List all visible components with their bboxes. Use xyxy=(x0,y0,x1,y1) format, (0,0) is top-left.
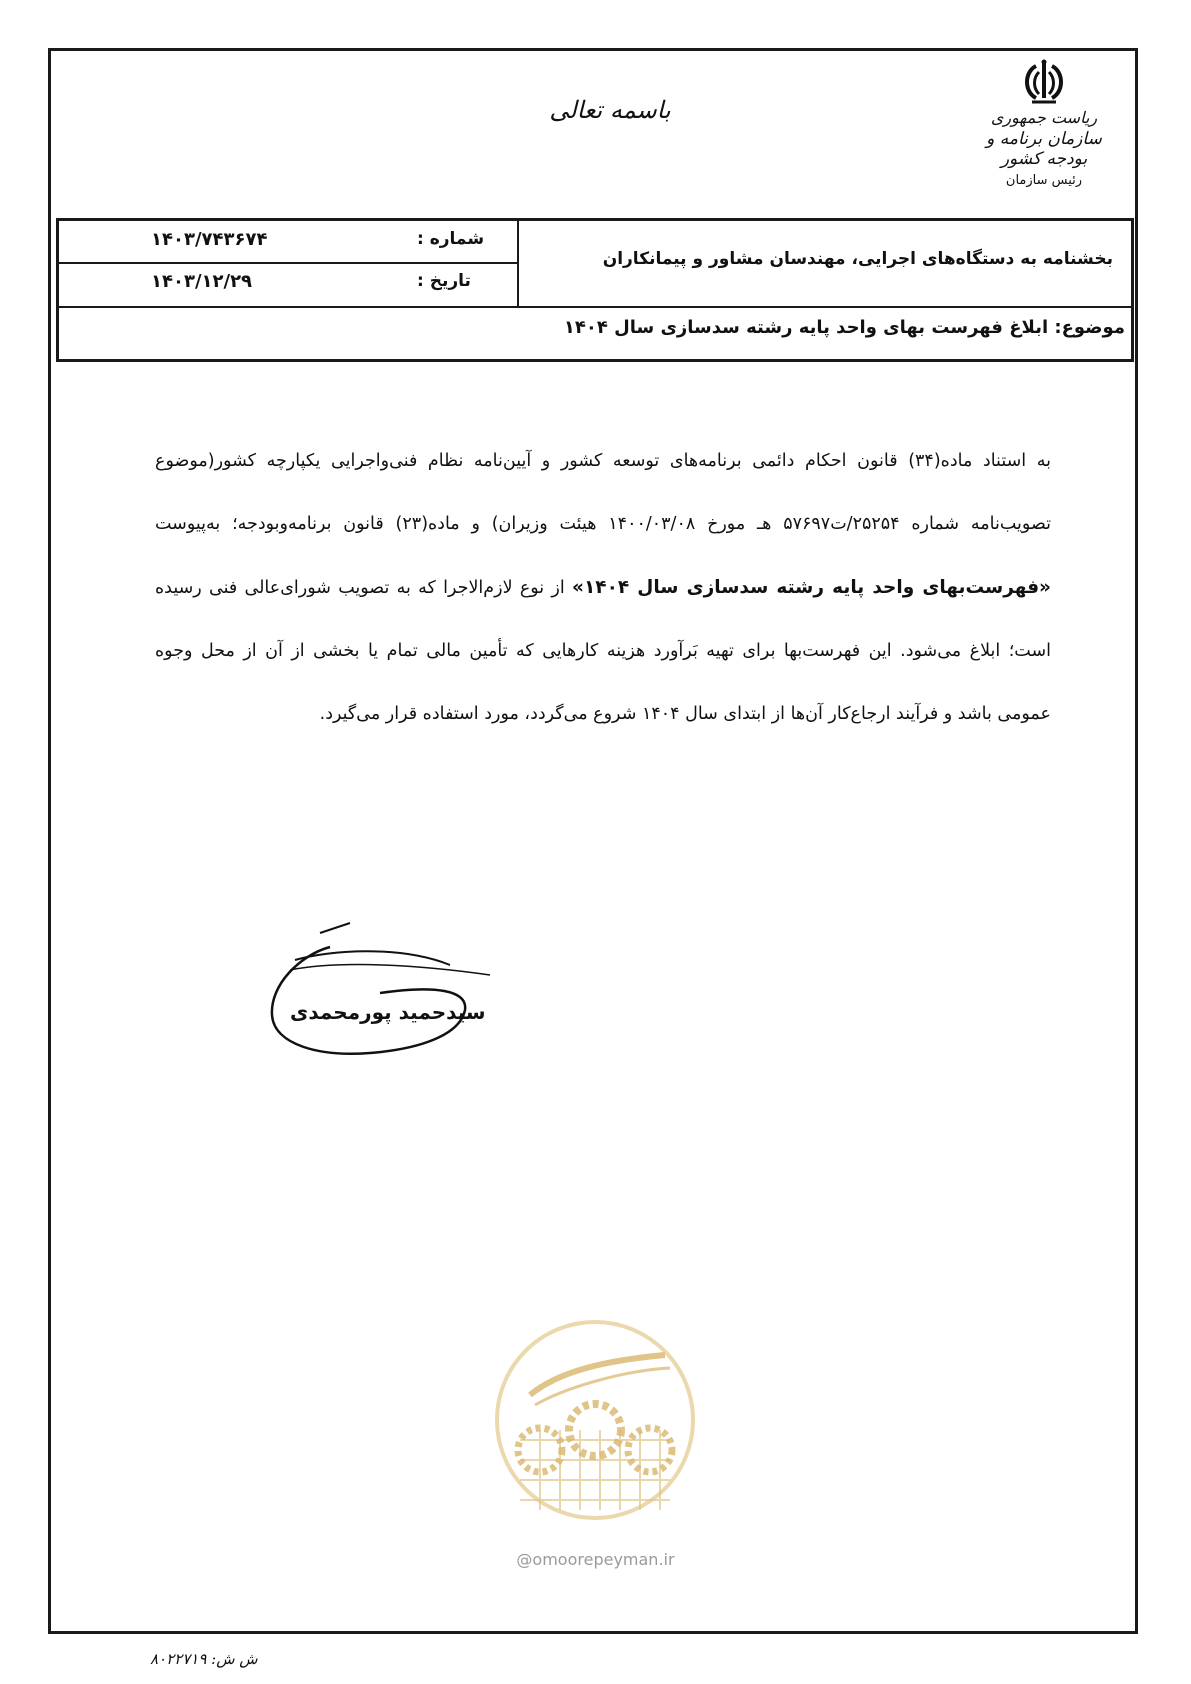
watermark-url: @omoorepeyman.ir xyxy=(516,1550,675,1569)
letter-info-table xyxy=(56,218,1134,362)
organization-header xyxy=(969,58,1119,188)
body-text-part1: به استناد ماده(۳۴) قانون احکام دائمی برنامه‌های توسعه کشور و آیین‌نامه نظام فنی‌واجرایی یکپارچه کشور(موضوع تصویب‌نامه شماره ۲۵۲۵۴/ت۵۷۶۹۷ هـ مورخ ۱۴۰۰/۰۳/۰۸ هیئت وزیران) و ماده(۲۳) قانون برنامه‌وبودجه؛ به‌پیوست xyxy=(155,451,1051,534)
body-bold-title: «فهرست‌بهای واحد پایه رشته سدسازی سال ۱۴۰۴» xyxy=(572,577,1052,598)
watermark-logo-icon xyxy=(490,1300,700,1580)
body-paragraph xyxy=(155,430,1051,746)
org-role: رئیس سازمان xyxy=(1005,173,1083,188)
table-divider xyxy=(517,221,519,306)
table-divider xyxy=(59,262,517,264)
number-value: ۱۴۰۳/۷۴۳۶۷۴ xyxy=(151,229,268,250)
recipients: بخشنامه به دستگاه‌های اجرایی، مهندسان مشاور و پیمانکاران xyxy=(602,249,1113,269)
invocation: باسمه تعالی xyxy=(549,96,671,124)
org-presidency: ریاست جمهوری xyxy=(990,108,1098,127)
footer-code: ش ش: ۸۰۲۲۷۱۹ xyxy=(150,1650,258,1668)
letter-body xyxy=(155,430,1051,746)
date-label: تاریخ : xyxy=(417,271,471,291)
iran-emblem-icon xyxy=(1018,58,1070,106)
signature-scribble-icon xyxy=(260,915,510,1065)
body-text-part2: از نوع لازم‌الاجرا که به تصویب شورای‌عالی فنی رسیده است؛ ابلاغ می‌شود. این فهرست‌بها برای تهیه بَرآورد هزینه کارهایی که تأمین مالی تمام یا بخشی از آن از محل وجوه عمومی باشد و فرآیند ارجاع‌کار آن‌ها از ابتدای سال ۱۴۰۴ شروع می‌گردد، مورد استفاده قرار می‌گیرد. xyxy=(155,578,1051,724)
signatory-name: سیدحمید پورمحمدی xyxy=(290,1000,486,1024)
date-value: ۱۴۰۳/۱۲/۲۹ xyxy=(151,271,253,292)
number-label: شماره : xyxy=(417,229,485,249)
org-name: سازمان برنامه و بودجه کشور xyxy=(986,129,1102,169)
table-divider xyxy=(59,306,1131,308)
subject: موضوع: ابلاغ فهرست بهای واحد پایه رشته سدسازی سال ۱۴۰۴ xyxy=(563,317,1125,338)
